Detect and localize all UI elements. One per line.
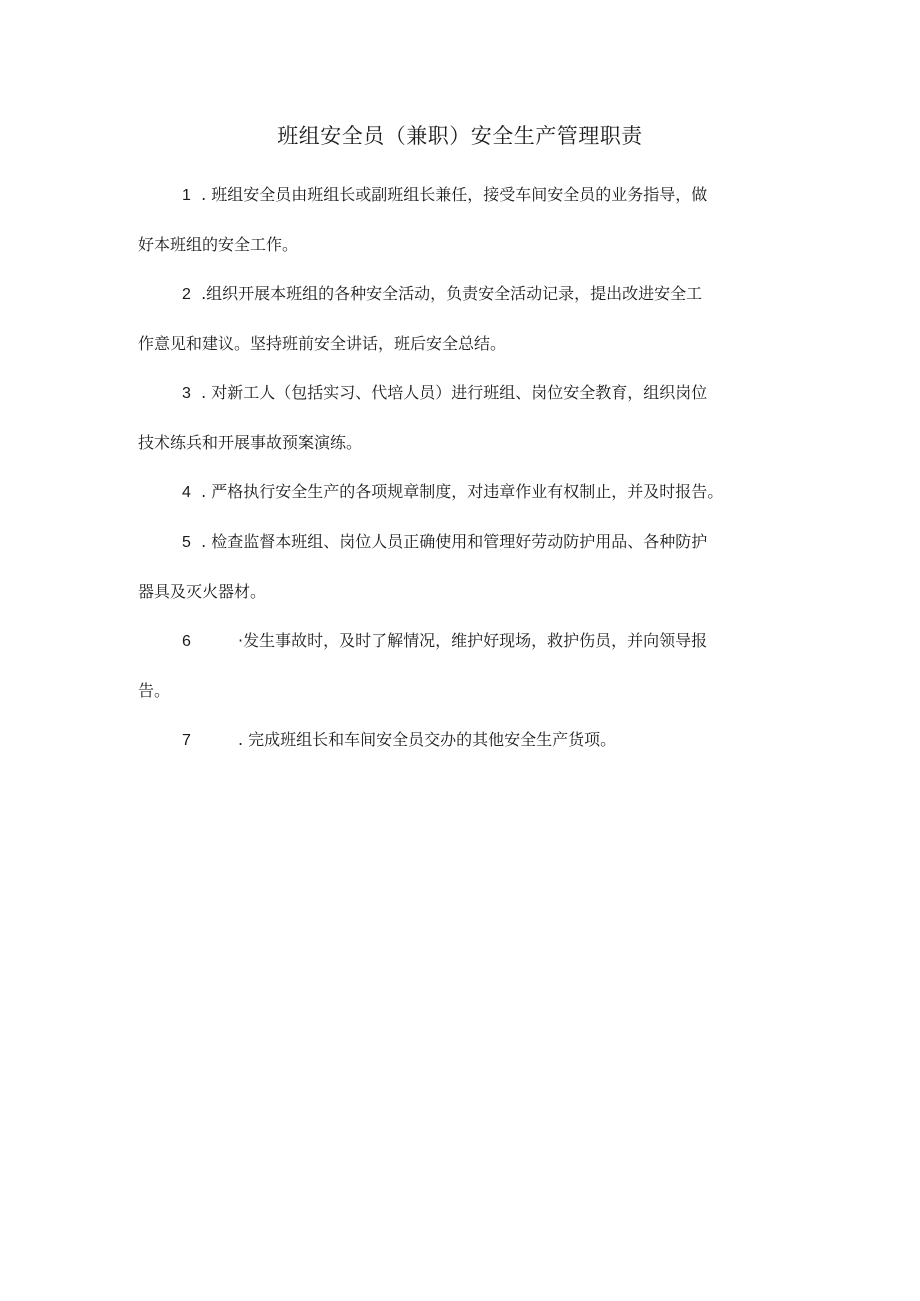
list-item [138,368,784,467]
list-item [138,616,784,715]
item-number: 3 [182,385,191,402]
document-title: 班组安全员（兼职）安全生产管理职责 [277,124,643,148]
item-number: 4 [182,484,191,501]
item-text-line1: . 对新工人（包括实习、代培人员）进行班组、岗位安全教育，组织岗位 [196,383,708,402]
item-number: 7 [182,732,191,749]
list-item [138,517,784,616]
item-text-line2: 作意见和建议。坚持班前安全讲话，班后安全总结。 [138,334,507,353]
list-item [138,715,784,765]
item-text-line2: 好本班组的安全工作。 [138,235,299,254]
item-text-line1: . 班组安全员由班组长或副班组长兼任，接受车间安全员的业务指导，做 [196,185,708,204]
item-number: 1 [182,187,191,204]
item-text-line1: . 完成班组长和车间安全员交办的其他安全生产货项。 [238,730,617,749]
item-text-line2: 器具及灭火器材。 [138,582,267,601]
item-text-line2: 技术练兵和开展事故预案演练。 [138,433,363,452]
responsibility-list [138,170,784,765]
list-item [138,269,784,368]
list-item [138,467,784,517]
item-number: 2 [182,286,191,303]
item-number: 6 [182,633,191,650]
item-text-line2: 告。 [138,681,171,700]
item-text-line1: . 检查监督本班组、岗位人员正确使用和管理好劳动防护用品、各种防护 [196,532,708,551]
item-text-line1: ·发生事故时，及时了解情况，维护好现场，救护伤员，并向领导报 [238,631,708,650]
item-text-line1: . 严格执行安全生产的各项规章制度，对违章作业有权制止，并及时报告。 [196,482,724,501]
list-item [138,170,784,269]
item-text-line1: .组织开展本班组的各种安全活动，负责安全活动记录，提出改进安全工 [196,284,703,303]
item-number: 5 [182,534,191,551]
